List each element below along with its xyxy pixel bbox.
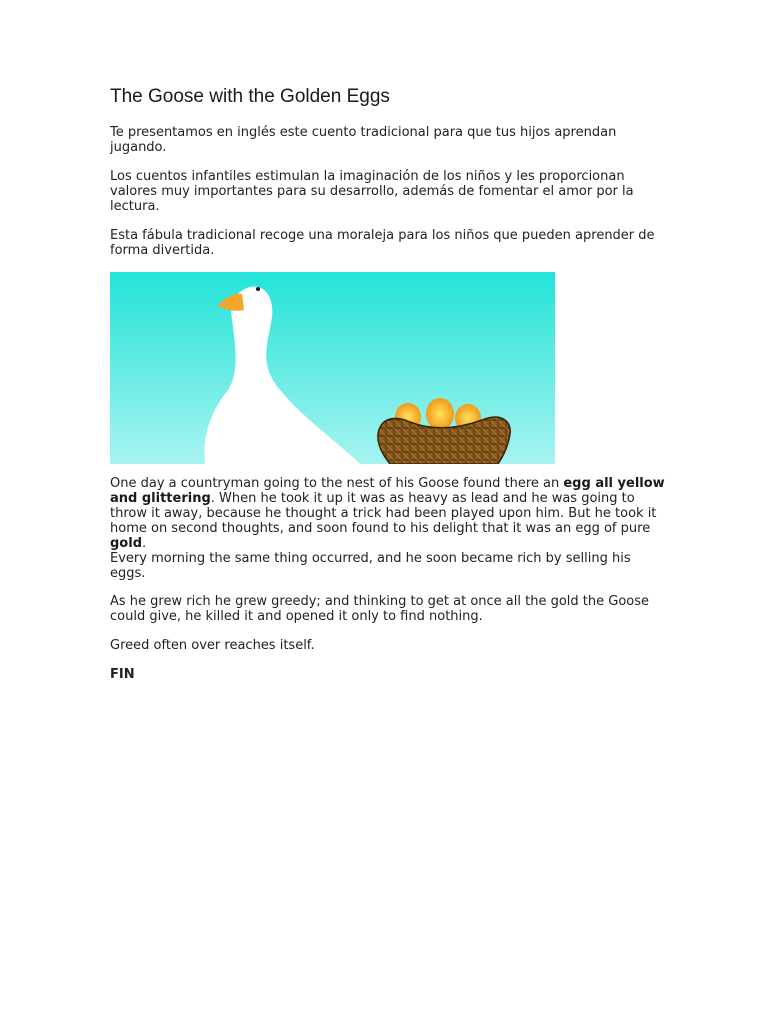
- bold-word-gold: gold: [110, 536, 142, 551]
- story-fin: FIN: [110, 667, 135, 682]
- document-title: The Goose with the Golden Eggs: [110, 86, 390, 107]
- story-paragraph-2: As he grew rich he grew greedy; and thinking to get at once all the gold the Goose could give, he killed it and opened it only to find nothing.: [110, 594, 650, 624]
- story-line-every-morning: Every morning the same thing occurred, and he soon became rich by selling his eggs.: [110, 551, 631, 581]
- goose-eye: [256, 287, 260, 291]
- story-paragraph-1: One day a countryman going to the nest of his Goose found there an egg all yellow and glittering. When he took it up it was as heavy as lead and he was going to throw it away, because he thought a trick had been played upon him. But he took it home on second thoughts, and soon found to his delight that it was an egg of pure gold. Every morning the same thing occurred, and he soon became rich by selling his eggs.: [110, 476, 665, 581]
- story-moral: Greed often over reaches itself.: [110, 638, 315, 653]
- intro-paragraph-3: Esta fábula tradicional recoge una moraleja para los niños que pueden aprender de forma divertida.: [110, 228, 655, 258]
- document-page: [110, 84, 665, 696]
- bold-phrase-egg: egg all yellow and glittering: [110, 476, 665, 506]
- goose-and-golden-eggs-illustration: [110, 272, 555, 464]
- intro-paragraph-2: Los cuentos infantiles estimulan la imaginación de los niños y les proporcionan valores muy importantes para su desarrollo, además de fomentar el amor por la lectura.: [110, 169, 634, 214]
- intro-paragraph-1: Te presentamos en inglés este cuento tradicional para que tus hijos aprendan jugando.: [110, 125, 617, 155]
